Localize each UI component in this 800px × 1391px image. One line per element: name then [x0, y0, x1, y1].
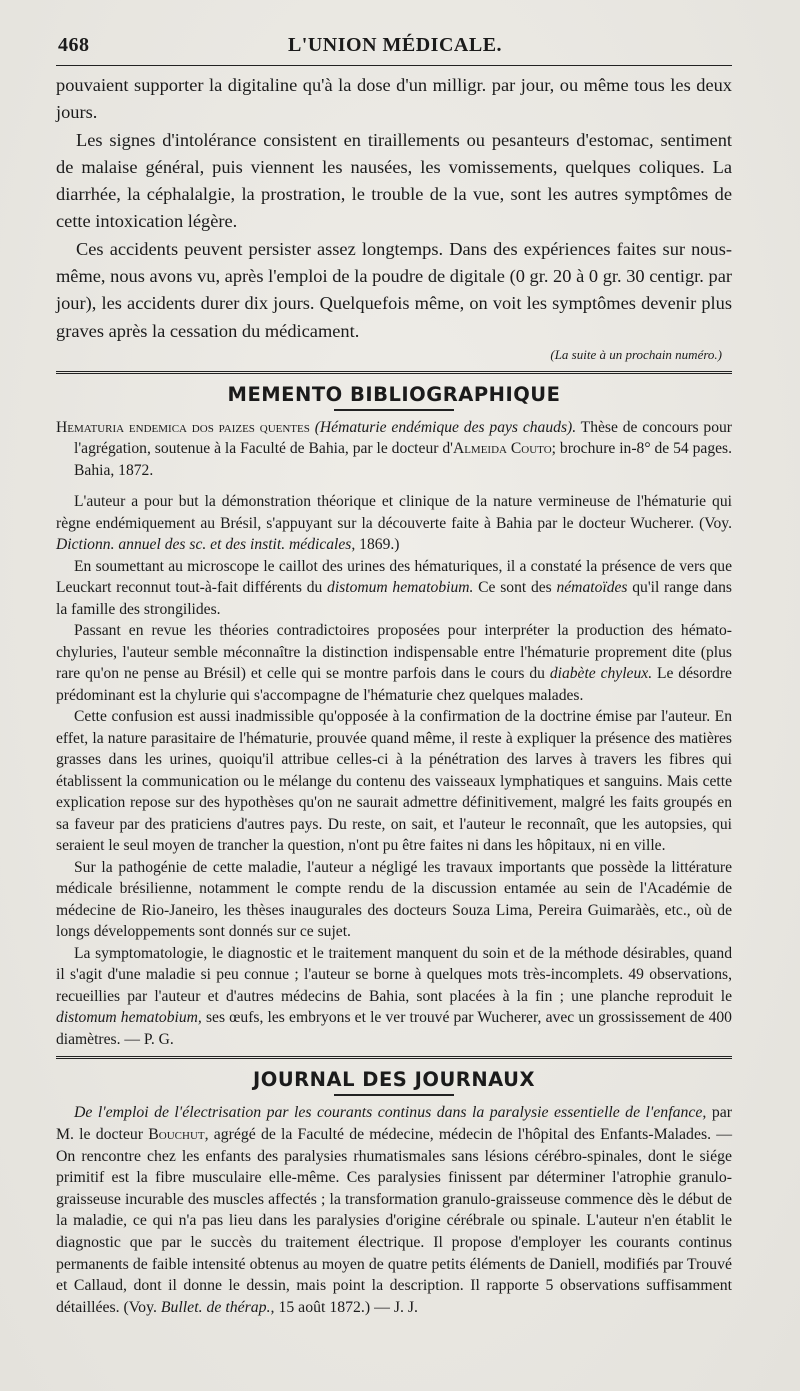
intro-paragraph-1: pouvaient supporter la digitaline qu'à la dose d'un milligr. par jour, ou même tous les deux jours. — [56, 75, 732, 123]
review-paragraph-2: En soumettant au microscope le caillot des urines des hématuriques, il a constaté la présence de vers que Leuckart reconnut tout-à-fait différents du distomum hematobium. Ce sont des nématoïdes qu'il range dans la famille des strongilides. — [56, 557, 732, 618]
journal-heading: JOURNAL DES JOURNAUX — [252, 1068, 535, 1092]
intro-section — [56, 72, 732, 365]
journal-section — [56, 1102, 732, 1318]
abstract-author: Bouchut — [148, 1126, 205, 1144]
memento-section — [56, 417, 732, 1051]
journal-heading-rule — [334, 1094, 454, 1096]
page-number: 468 — [58, 34, 90, 56]
journal-abstract: De l'emploi de l'électrisation par les courants continus dans la paralysie essentielle de l'enfance, par M. le docteur Bouchut, agrégé de la Faculté de médecine, médecin de l'hôpital des Enfants-Malades. — On rencontre chez les enfants des paralysies rhumatismales sans lésions cérébro-spinales, dont le siége primitif est la fibre musculaire elle-même. Ces paralysies finissent par déterminer l'atrophie granulo-graisseuse incurable des muscles affectés ; la transformation granulo-graisseuse commence dès le début de la maladie, ce qui n'a pas lieu dans les paralysies d'origine cérébrale ou spinale. L'auteur n'en établit le diagnostic que par le succès du traitement électrique. Il propose d'employer les courants continus permanents de faible intensité obtenus au moyen de quatre petits éléments de Daniell, modifiés par Trouvé et Callaud, dont il donne le dessin, mais point la description. Il rapporte 5 observations suffisamment détaillées. (Voy. Bullet. de thérap., 15 août 1872.) — J. J. — [56, 1104, 732, 1316]
reference-author: Almeida Couto — [452, 440, 552, 458]
section-divider — [56, 371, 732, 377]
review-paragraph-4: Cette confusion est aussi inadmissible qu'opposée à la confirmation de la doctrine émise par l'auteur. En effet, la nature parasitaire de l'hématurie, prouvée quand même, il reste à expliquer la présence des matières grasses dans les urines, quoiqu'il attribue celles-ci à la pénétration des larves à travers les fibres qui établissent la communication ou le mélange du contenu des vaisseaux lymphatiques et sanguins. Mais cette explication repose sur des hypothèses qu'on ne saurait admettre définitivement, malgré les faits groupés en sa faveur par des praticiens d'autres pays. Du reste, on sait, et l'auteur le reconnaît, que les autopsies, qui seraient le seul moyen de trancher la question, n'ont pu être faites ni dans les hôpitaux, ni en ville. — [56, 708, 732, 855]
abstract-title: De l'emploi de l'électrisation par les courants continus dans la paralysie essentielle de l'enfance, — [74, 1104, 707, 1122]
review-paragraph-6: La symptomatologie, le diagnostic et le traitement manquent du soin et de la méthode désirables, quand il s'agit d'une maladie si peu connue ; l'auteur se borne à quelques mots très-incomplets. 49 observations, recueillies par l'auteur et d'autres médecins de Bahia, sont placées à la fin ; une planche reproduit le distomum hematobium, ses œufs, les embryons et le ver trouvé par Wucherer, avec un grossissement de 400 diamètres. — P. G. — [56, 944, 732, 1048]
header-rule — [56, 65, 732, 66]
review-paragraph-5: Sur la pathogénie de cette maladie, l'auteur a négligé les travaux importants que possède la littérature médicale brésilienne, notamment le compte rendu de la discussion entamée au sein de l'Académie de médecine de Rio-Janeiro, les thèses inaugurales des docteurs Souza Lima, Pereira Guimaràès, etc., où de longs développements sont donnés sur ce sujet. — [56, 858, 732, 941]
reference-title: Hematuria endemica dos paizes quentes — [56, 418, 310, 436]
intro-paragraph-3: Ces accidents peuvent persister assez longtemps. Dans des expériences faites sur nous-même, nous avons vu, après l'emploi de la poudre de digitale (0 gr. 20 à 0 gr. 30 centigr. par jour), les accidents durer dix jours. Quelquefois même, on voit les symptômes devenir plus graves après la cessation du médicament. — [56, 238, 732, 341]
memento-heading-rule — [334, 409, 454, 411]
reference-translation: (Hématurie endémique des pays chauds). — [314, 418, 577, 436]
reference-details: Thèse de concours pour l'agrégation, soutenue à la Faculté de Bahia, par le docteur d' — [74, 418, 732, 458]
intro-paragraph-2: Les signes d'intolérance consistent en tiraillements ou pesanteurs d'estomac, sentiment de malaise général, puis viennent les nausées, les vomissements, quelques coliques. La diarrhée, la céphalalgie, la prostration, le trouble de la vue, sont les autres symptômes de cette intoxication légère. — [56, 129, 732, 232]
memento-heading: MEMENTO BIBLIOGRAPHIQUE — [227, 382, 561, 406]
bibliographic-reference — [56, 417, 732, 482]
reference-end: ; brochure in-8° de 54 pages. Bahia, 1872. — [74, 440, 733, 479]
continuation-note: (La suite à un prochain numéro.) — [550, 346, 722, 362]
section-divider-2 — [56, 1056, 732, 1062]
review-paragraph-3: Passant en revue les théories contradictoires proposées pour interpréter la production des hémato-chyluries, l'auteur semble méconnaître la distinction indispensable entre l'hématurie proprement dite (plus rare qu'on ne pense au Brésil) et celle qui se montre parfois dans le cours du diabète chyleux. Le désordre prédominant est la chylurie qui s'accompagne de l'hématurie chez quelques malades. — [56, 622, 732, 704]
review-paragraph-1: L'auteur a pour but la démonstration théorique et clinique de la nature vermineuse de l'hématurie qui règne endémiquement au Brésil, s'appuyant sur la découverte faite à Bahia par le docteur Wucherer. (Voy. Dictionn. annuel des sc. et des instit. médicales, 1869.) — [56, 493, 732, 554]
page-header — [58, 34, 732, 57]
journal-title: L'UNION MÉDICALE. — [287, 34, 503, 56]
